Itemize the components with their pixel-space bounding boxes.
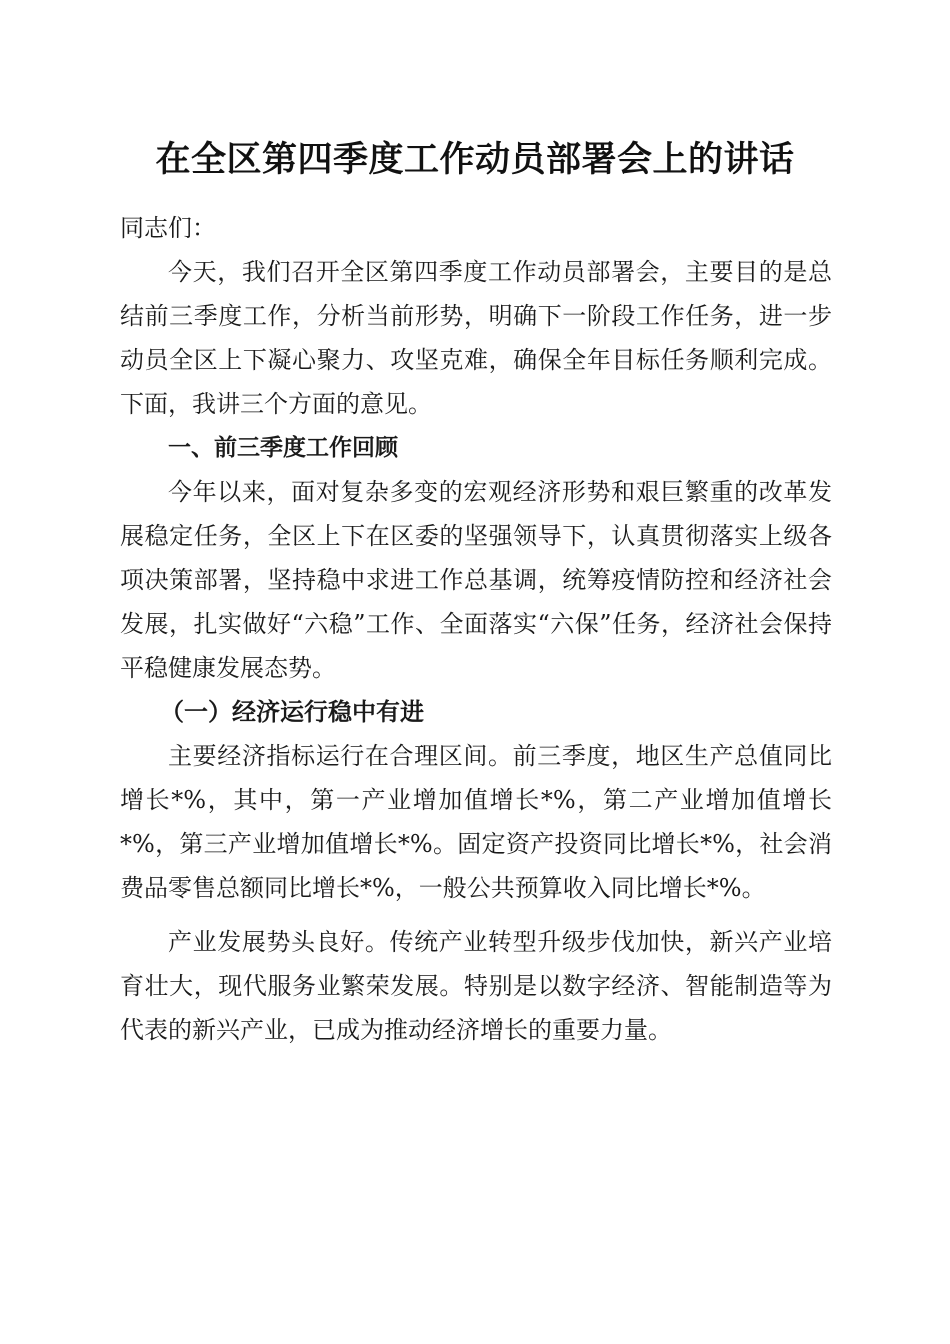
indicators-paragraph: 主要经济指标运行在合理区间。前三季度，地区生产总值同比增长*%，其中，第一产业增加值增长*%，第二产业增加值增长*%，第三产业增加值增长*%。固定资产投资同比增长*%，社会消费品零售总额同比增长*%，一般公共预算收入同比增长*%。 — [120, 742, 832, 902]
salutation: 同志们： — [120, 214, 216, 242]
document-body — [120, 206, 832, 1052]
industry-paragraph: 产业发展势头良好。传统产业转型升级步伐加快，新兴产业培育壮大，现代服务业繁荣发展。特别是以数字经济、智能制造等为代表的新兴产业，已成为推动经济增长的重要力量。 — [120, 928, 832, 1044]
subsection-heading-1: （一）经济运行稳中有进 — [160, 697, 424, 726]
section-heading-1: 一、前三季度工作回顾 — [168, 435, 398, 461]
section1-intro-paragraph: 今年以来，面对复杂多变的宏观经济形势和艰巨繁重的改革发展稳定任务，全区上下在区委的坚强领导下，认真贯彻落实上级各项决策部署，坚持稳中求进工作总基调，统筹疫情防控和经济社会发展，扎实做好“六稳”工作、全面落实“六保”任务，经济社会保持平稳健康发展态势。 — [120, 478, 832, 682]
intro-paragraph: 今天，我们召开全区第四季度工作动员部署会，主要目的是总结前三季度工作，分析当前形势，明确下一阶段工作任务，进一步动员全区上下凝心聚力、攻坚克难，确保全年目标任务顺利完成。下面，我讲三个方面的意见。 — [120, 258, 832, 418]
document-title: 在全区第四季度工作动员部署会上的讲话 — [155, 139, 795, 180]
